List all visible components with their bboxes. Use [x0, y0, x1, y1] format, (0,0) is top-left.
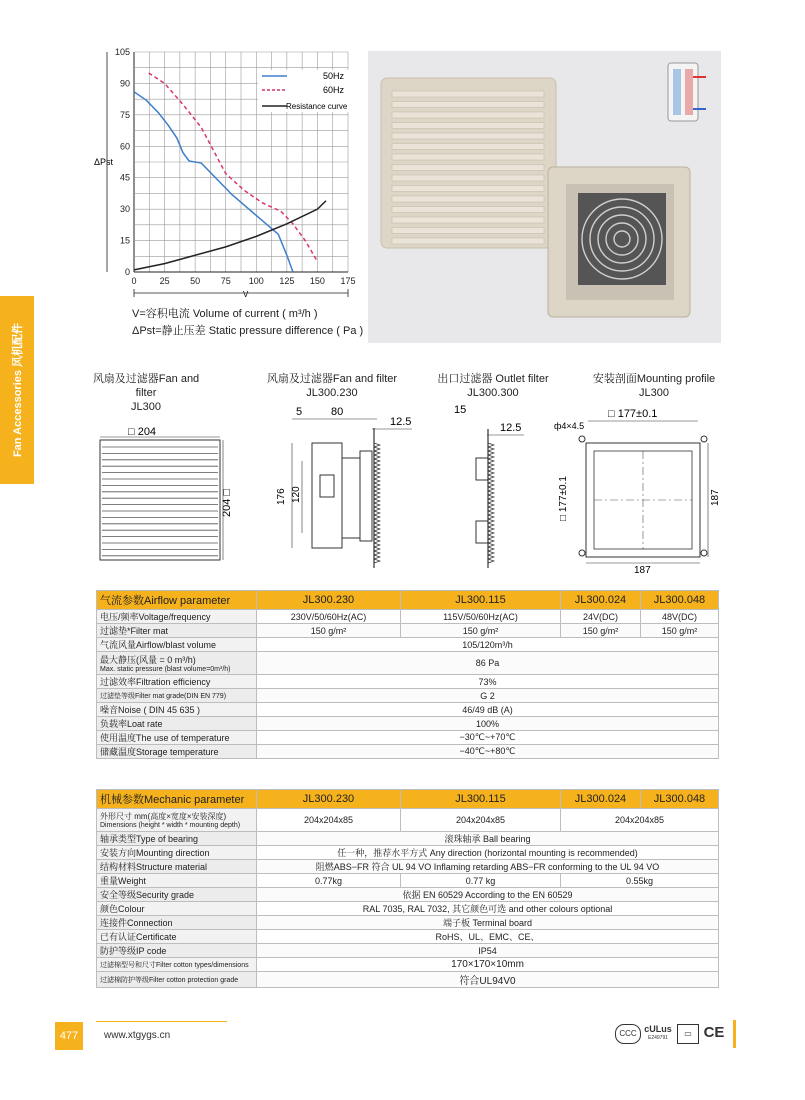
row-label: 过滤棉防护等级Filter cotton protection grade: [97, 972, 257, 988]
filter-tooth: [374, 547, 380, 551]
legend-label-60hz: 60Hz: [323, 85, 345, 95]
filter-tooth: [488, 499, 494, 503]
row-label: 使用温度The use of temperature: [97, 731, 257, 745]
drawing-3-model: JL300.300: [467, 387, 519, 399]
filter-tooth: [488, 463, 494, 467]
footer-url: www.xtgygs.cn: [104, 1030, 171, 1041]
table-cell: 24V(DC): [561, 610, 641, 624]
ul-cert-number: E249791: [647, 1035, 669, 1041]
row-label: 已有认证Certificate: [97, 930, 257, 944]
filter-tooth: [374, 531, 380, 535]
filter-tooth: [488, 451, 494, 455]
table-row: [97, 638, 719, 652]
table-row: [97, 731, 719, 745]
row-label: [97, 809, 257, 832]
airflow-header-row: [97, 591, 719, 610]
table-cell: 46/49 dB (A): [257, 703, 719, 717]
table-cell: −40℃~+80℃: [257, 745, 719, 759]
grille-slat: [392, 123, 544, 129]
side-tab: [0, 296, 34, 484]
table-cell: 0.55kg: [561, 874, 719, 888]
table-cell: 48V(DC): [641, 610, 719, 624]
rohs-cert-icon: ▭: [677, 1024, 699, 1044]
ul-cert-label: cULus: [644, 1024, 672, 1034]
table-row: [97, 689, 719, 703]
row-label-sub: Max. static pressure (blast volume=0m³/h): [100, 666, 231, 673]
filter-tooth: [374, 543, 380, 547]
filter-tooth: [488, 443, 494, 447]
filter-tooth: [488, 511, 494, 515]
table-cell: 任一种，推荐水平方式 Any direction (horizontal mounting is recommended): [257, 846, 719, 860]
row-label: 过滤垫等级Filter mat grade(DIN EN 779): [97, 689, 257, 703]
mechanic-header-label: 机械参数Mechanic parameter: [97, 790, 257, 809]
table-cell: 230V/50/60Hz(AC): [257, 610, 401, 624]
filter-tooth: [374, 471, 380, 475]
table-cell: 170×170×10mm: [257, 958, 719, 972]
row-label: 轴承类型Type of bearing: [97, 832, 257, 846]
airflow-header-model-230: JL300.230: [257, 591, 401, 610]
dim-187-bottom: 187: [634, 565, 651, 576]
footer-line: [96, 1021, 227, 1022]
row-label: 安装方向Mounting direction: [97, 846, 257, 860]
row-label: 过滤垫*Filter mat: [97, 624, 257, 638]
filter-tooth: [374, 455, 380, 459]
filter-tooth: [374, 447, 380, 451]
grille-slat: [392, 207, 544, 213]
filter-tooth: [374, 559, 380, 563]
drawing-title-1: [86, 372, 206, 414]
airflow-table: [96, 590, 719, 759]
x-tick-label: 50: [190, 276, 201, 286]
table-cell: 150 g/m²: [401, 624, 561, 638]
filter-tooth: [374, 523, 380, 527]
y-tick-label: 0: [124, 267, 130, 277]
filter-tooth: [488, 467, 494, 471]
x-tick-label: 25: [159, 276, 170, 286]
chart-xlabel: V: [243, 290, 249, 299]
table-row: [97, 809, 719, 832]
filter-tooth: [488, 539, 494, 543]
grille-slat: [392, 112, 544, 118]
y-tick-label: 60: [119, 141, 130, 152]
table-cell: 105/120m³/h: [257, 638, 719, 652]
row-label: 结构材料Structure material: [97, 860, 257, 874]
filter-tooth: [374, 467, 380, 471]
grille-slat: [392, 102, 544, 108]
drawing-2-title: 风扇及过滤器Fan and filter: [266, 373, 398, 385]
filter-tooth: [374, 451, 380, 455]
row-label: 过滤棉型号和尺寸Filter cotton types/dimensions: [97, 958, 257, 972]
table-cell: 滚珠轴承 Ball bearing: [257, 832, 719, 846]
chart-caption-pressure: ΔPst=静止压差 Static pressure difference ( Pa ): [132, 325, 364, 337]
grille-slat: [392, 228, 544, 234]
table-row: [97, 958, 719, 972]
filter-tooth: [488, 455, 494, 459]
drawing-4-title: 安装剖面Mounting profile: [592, 373, 716, 385]
row-label: 气流风量Airflow/blast volume: [97, 638, 257, 652]
filter-tooth: [374, 519, 380, 523]
drawing-title-3: [428, 372, 558, 400]
dim-12-5: 12.5: [390, 416, 412, 428]
product-illustration: [368, 51, 721, 343]
table-cell: 符合UL94V0: [257, 972, 719, 988]
filter-tooth: [488, 503, 494, 507]
airflow-header-model-048: JL300.048: [641, 591, 719, 610]
drawing-2-model: JL300.230: [306, 387, 358, 399]
table-row: [97, 745, 719, 759]
filter-tooth: [374, 499, 380, 503]
y-tick-label: 75: [119, 109, 130, 120]
filter-tooth: [374, 459, 380, 463]
performance-chart: [90, 42, 365, 304]
filter-tooth: [488, 479, 494, 483]
x-tick-label: 175: [340, 276, 356, 286]
filter-tooth: [374, 535, 380, 539]
filter-tooth: [374, 491, 380, 495]
filter-tooth: [488, 483, 494, 487]
row-label: 电压/频率Voltage/frequency: [97, 610, 257, 624]
table-row: [97, 675, 719, 689]
grille-slat: [392, 217, 544, 223]
filter-tooth: [488, 475, 494, 479]
dim-176: 176: [276, 488, 287, 505]
filter-tooth: [374, 507, 380, 511]
row-label-main: 最大静压(风量 = 0 m³/h): [100, 655, 196, 665]
table-row: [97, 624, 719, 638]
airflow-header-label: 气流参数Airflow parameter: [97, 591, 257, 610]
filter-tooth: [374, 539, 380, 543]
page-number: 477: [55, 1022, 83, 1050]
y-tick-label: 30: [119, 204, 130, 215]
series-line-0: [134, 92, 293, 272]
filter-tooth: [488, 515, 494, 519]
table-cell: 阻燃ABS−FR 符合 UL 94 VO Inflaming retarding ABS−FR conforming to the UL 94 VO: [257, 860, 719, 874]
dim-hole: ф4×4.5: [554, 421, 585, 431]
table-cell: RoHS、UL、EMC、CE、: [257, 930, 719, 944]
ul-cert-icon: [643, 1024, 673, 1042]
drawing-outlet-filter: [452, 403, 532, 578]
grille-slat: [392, 91, 544, 97]
grille-slat: [392, 238, 544, 244]
drawing-1-model: JL300: [131, 401, 161, 413]
row-label: 过滤效率Filtration efficiency: [97, 675, 257, 689]
row-label: [97, 652, 257, 675]
table-cell: 73%: [257, 675, 719, 689]
mechanic-header-model-115: JL300.115: [401, 790, 561, 809]
table-cell: 100%: [257, 717, 719, 731]
dim-12-5-outlet: 12.5: [500, 422, 522, 434]
drawing-front-view: [90, 425, 240, 575]
table-row: [97, 902, 719, 916]
filter-tooth: [374, 487, 380, 491]
mechanic-header-model-230: JL300.230: [257, 790, 401, 809]
table-cell: G 2: [257, 689, 719, 703]
drawing-mounting-profile: [548, 403, 728, 578]
product-photo: [368, 51, 721, 343]
row-label: 重量Weight: [97, 874, 257, 888]
table-row: [97, 717, 719, 731]
dim-5: 5: [296, 406, 303, 418]
table-cell: 204x204x85: [257, 809, 401, 832]
table-row: [97, 610, 719, 624]
legend-label-50hz: 50Hz: [323, 71, 345, 81]
filter-tooth: [488, 507, 494, 511]
dim-177-side: □ 177±0.1: [558, 476, 569, 521]
drawing-4-model: JL300: [639, 387, 669, 399]
chart-captions: [132, 306, 363, 340]
filter-tooth: [374, 483, 380, 487]
filter-tooth: [374, 527, 380, 531]
table-row: [97, 930, 719, 944]
filter-tooth: [488, 487, 494, 491]
filter-tooth: [488, 555, 494, 559]
table-row: [97, 874, 719, 888]
grille-slat: [392, 175, 544, 181]
table-row: [97, 652, 719, 675]
filter-tooth: [488, 535, 494, 539]
filter-tooth: [488, 547, 494, 551]
table-cell: IP54: [257, 944, 719, 958]
y-tick-label: 15: [119, 235, 130, 246]
row-label: 颜色Colour: [97, 902, 257, 916]
row-label: 安全等级Security grade: [97, 888, 257, 902]
x-tick-label: 125: [279, 276, 295, 286]
dim-15: 15: [454, 404, 467, 416]
filter-tooth: [488, 519, 494, 523]
airflow-header-model-024: JL300.024: [561, 591, 641, 610]
grille-slat: [392, 186, 544, 192]
row-label: 负载率Loat rate: [97, 717, 257, 731]
table-cell: −30℃~+70℃: [257, 731, 719, 745]
table-cell: RAL 7035, RAL 7032, 其它颜色可选 and other colours optional: [257, 902, 719, 916]
table-cell: 150 g/m²: [561, 624, 641, 638]
x-tick-label: 100: [248, 276, 264, 286]
table-row: [97, 846, 719, 860]
mechanic-header-model-048: JL300.048: [641, 790, 719, 809]
filter-tooth: [488, 523, 494, 527]
x-tick-label: 0: [131, 276, 137, 286]
dim-width-204: □ 204: [128, 426, 157, 438]
table-cell: 端子板 Terminal board: [257, 916, 719, 930]
dim-80: 80: [331, 406, 344, 418]
drawing-1-title: 风扇及过滤器Fan and filter: [92, 373, 200, 399]
mechanic-header-row: [97, 790, 719, 809]
table-cell: 86 Pa: [257, 652, 719, 675]
table-row: [97, 944, 719, 958]
table-row: [97, 703, 719, 717]
filter-tooth: [374, 443, 380, 447]
filter-tooth: [374, 515, 380, 519]
chart-legend: [258, 70, 350, 112]
table-cell: 204x204x85: [401, 809, 561, 832]
dim-177-top: □ 177±0.1: [608, 408, 658, 420]
table-row: [97, 972, 719, 988]
row-label-sub: Dimensions (height * width * mounting depth): [100, 822, 241, 829]
filter-tooth: [374, 555, 380, 559]
grille-slat: [392, 144, 544, 150]
footer-accent-bar: [733, 1020, 736, 1048]
table-cell: 115V/50/60Hz(AC): [401, 610, 561, 624]
filter-tooth: [488, 459, 494, 463]
table-row: [97, 832, 719, 846]
row-label: 噪音Noise ( DIN 45 635 ): [97, 703, 257, 717]
x-tick-label: 150: [309, 276, 325, 286]
chart-caption-volume: V=容积电流 Volume of current ( m³/h ): [132, 308, 318, 320]
filter-tooth: [374, 495, 380, 499]
grille-slat: [392, 154, 544, 160]
y-tick-label: 105: [114, 47, 130, 57]
grille-slat: [392, 196, 544, 202]
table-cell: 150 g/m²: [257, 624, 401, 638]
filter-tooth: [488, 559, 494, 563]
mechanic-header-model-024: JL300.024: [561, 790, 641, 809]
drawing-3-title: 出口过滤器 Outlet filter: [437, 373, 549, 385]
table-cell: 0.77kg: [257, 874, 401, 888]
filter-tooth: [488, 471, 494, 475]
table-cell: 150 g/m²: [641, 624, 719, 638]
ccc-cert-icon: CCC: [615, 1024, 641, 1044]
filter-tooth: [488, 531, 494, 535]
chart-ylabel: ΔPst: [94, 157, 114, 167]
row-label: 防护等级IP code: [97, 944, 257, 958]
drawing-side-view: [262, 403, 422, 578]
drawing-title-4: [584, 372, 724, 400]
side-tab-label: Fan Accessories 风机配件: [12, 322, 24, 458]
dim-120: 120: [291, 486, 302, 503]
row-label: 连接件Connection: [97, 916, 257, 930]
dim-187-side: 187: [710, 489, 721, 506]
table-row: [97, 860, 719, 874]
mechanic-table: [96, 789, 719, 988]
filter-tooth: [488, 551, 494, 555]
table-cell: 0.77 kg: [401, 874, 561, 888]
drawing-title-2: [262, 372, 402, 400]
filter-tooth: [374, 479, 380, 483]
filter-tooth: [488, 543, 494, 547]
filter-tooth: [488, 527, 494, 531]
ce-cert-icon: CE: [703, 1024, 725, 1041]
y-tick-label: 90: [119, 78, 130, 89]
airflow-header-model-115: JL300.115: [401, 591, 561, 610]
x-tick-label: 75: [220, 276, 231, 286]
filter-tooth: [374, 511, 380, 515]
grille-slat: [392, 165, 544, 171]
filter-tooth: [488, 495, 494, 499]
filter-tooth: [488, 447, 494, 451]
row-label: 储藏温度Storage temperature: [97, 745, 257, 759]
filter-tooth: [374, 551, 380, 555]
y-tick-label: 45: [119, 172, 130, 183]
filter-tooth: [488, 491, 494, 495]
row-label-main: 外形尺寸 mm(高度×宽度×安装深度): [100, 812, 227, 821]
dim-height-204: 204 □: [221, 488, 233, 517]
series-line-2: [134, 201, 326, 270]
filter-tooth: [374, 503, 380, 507]
legend-label-resistance: Resistance curve: [286, 102, 348, 111]
filter-tooth: [374, 475, 380, 479]
table-row: [97, 888, 719, 902]
table-row: [97, 916, 719, 930]
filter-tooth: [374, 463, 380, 467]
table-cell: 依据 EN 60529 According to the EN 60529: [257, 888, 719, 902]
table-cell: 204x204x85: [561, 809, 719, 832]
grille-slat: [392, 133, 544, 139]
